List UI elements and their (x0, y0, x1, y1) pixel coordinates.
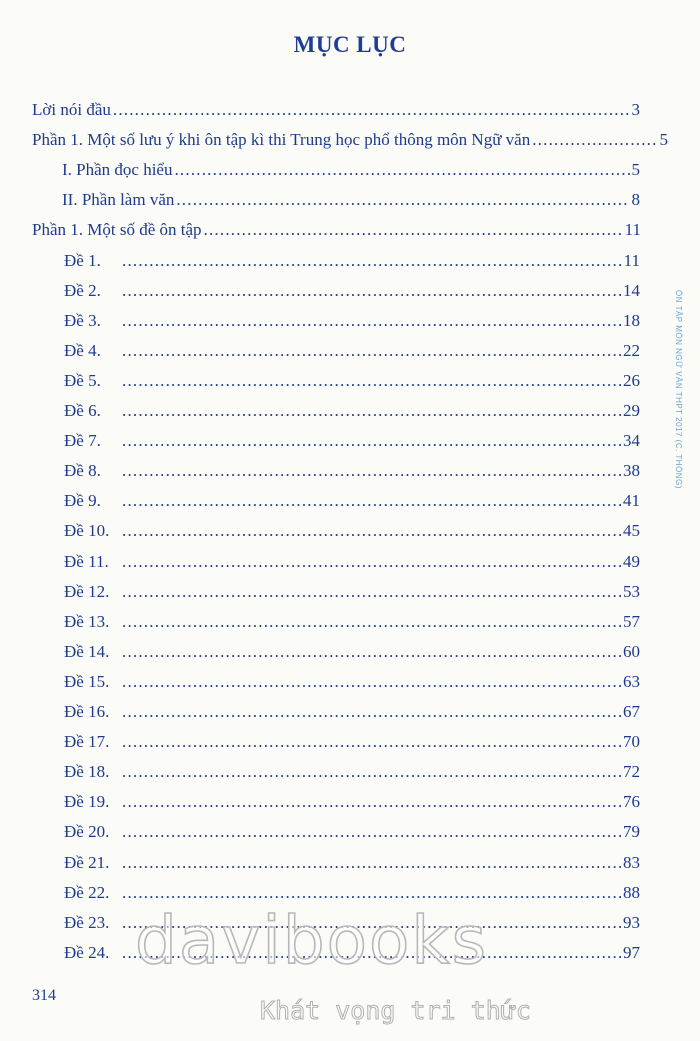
toc-entry-label: Đề 4. (64, 340, 101, 360)
toc-entry-page: 3 (631, 100, 640, 119)
toc-entry-page: 97 (623, 942, 640, 962)
toc-entry (64, 881, 640, 905)
toc-entry-leader-dots (122, 881, 621, 905)
toc-entry-label: Đề 5. (64, 370, 101, 390)
toc-entry-label: Đề 22. (64, 882, 110, 902)
toc-entry-page: 53 (623, 581, 640, 601)
toc-entry-label: Đề 13. (64, 611, 110, 631)
toc-entry (64, 820, 640, 844)
toc-entry (64, 399, 640, 423)
toc-entry (64, 249, 640, 273)
toc-entry-page: 88 (623, 882, 640, 902)
toc-entry-page: 41 (623, 491, 640, 511)
toc-entry (32, 218, 641, 242)
toc-entry-leader-dots (174, 158, 629, 182)
toc-entry-page: 18 (623, 310, 640, 330)
toc-entry-leader-dots (122, 700, 621, 724)
toc-entry-label: Đề 11. (64, 551, 109, 571)
toc-entry-leader-dots (122, 339, 621, 363)
toc-entry-page: 11 (623, 250, 640, 270)
toc-entry (64, 580, 640, 604)
toc-entry-page: 67 (623, 702, 640, 721)
toc-entry-leader-dots (122, 851, 621, 875)
watermark-slogan: Khát vọng tri thức (260, 996, 531, 1025)
toc-entry-leader-dots (122, 429, 621, 453)
toc-entry (64, 459, 640, 483)
toc-entry-page: 45 (623, 521, 640, 541)
toc-entry-leader-dots (122, 790, 621, 814)
toc-entry-leader-dots (122, 369, 621, 393)
toc-entry (64, 309, 640, 333)
toc-entry-label: Đề 20. (64, 822, 110, 842)
page-title: MỤC LỤC (293, 32, 407, 57)
toc-entry-page: 63 (623, 671, 640, 691)
toc-entry-page: 57 (623, 611, 640, 631)
toc-entry-page: 83 (623, 852, 640, 872)
toc-entry-leader-dots (122, 249, 622, 273)
toc-entry-page: 34 (623, 431, 640, 451)
toc-entry-page: 79 (623, 822, 640, 842)
toc-entry-leader-dots (122, 610, 621, 634)
toc-entry (64, 640, 640, 664)
toc-entry-leader-dots (122, 820, 621, 844)
toc-entry-page: 5 (631, 160, 640, 180)
toc-entry-leader-dots (122, 670, 621, 694)
toc-entry-page: 49 (623, 551, 640, 571)
toc-entry-page: 38 (623, 461, 640, 481)
toc-entry (64, 790, 640, 814)
toc-entry (64, 339, 640, 363)
toc-entry-page: 76 (623, 792, 640, 812)
toc-entry-page: 29 (623, 401, 640, 420)
toc-entry-leader-dots (122, 730, 621, 754)
toc-entry-label: Đề 2. (64, 280, 101, 300)
toc-entry-label: Lời nói đầu (32, 100, 111, 119)
toc-entry-label: Đề 10. (64, 521, 110, 541)
toc-entry-leader-dots (122, 279, 621, 303)
toc-entry-label: Đề 8. (64, 461, 101, 481)
toc-entry (64, 550, 640, 574)
toc-entry-label: Đề 9. (64, 491, 101, 511)
toc-entry-leader-dots (122, 640, 621, 664)
toc-entry (64, 851, 640, 875)
toc-entry (64, 489, 640, 513)
toc-entry-label: Đề 7. (64, 431, 101, 451)
toc-entry-leader-dots (122, 399, 621, 423)
toc-entry-label: Đề 18. (64, 762, 110, 782)
toc-entry-leader-dots (176, 188, 629, 212)
toc-entry-page: 11 (624, 220, 641, 240)
toc-entry (64, 279, 640, 303)
toc-entry (64, 429, 640, 453)
toc-entry-page: 22 (623, 340, 640, 360)
toc-entry (32, 128, 668, 152)
toc-entry-label: Đề 23. (64, 912, 110, 932)
toc-entry-leader-dots (204, 218, 623, 242)
toc-entry-leader-dots (122, 760, 621, 784)
toc-entry-label: Đề 16. (64, 702, 110, 721)
toc-entry (64, 519, 640, 543)
toc-entry-label: Đề 1. (64, 250, 101, 270)
toc-entry-page: 26 (623, 370, 640, 390)
toc-entry-label: Đề 19. (64, 792, 110, 812)
toc-entry (64, 610, 640, 634)
toc-entry-leader-dots (122, 519, 621, 543)
toc-entry (64, 700, 640, 724)
watermark-logo: davibooks (135, 902, 488, 979)
toc-entry (64, 369, 640, 393)
toc-entry (64, 670, 640, 694)
toc-entry-page: 60 (623, 641, 640, 661)
toc-entry-leader-dots (122, 580, 621, 604)
toc-entry-leader-dots (532, 128, 657, 152)
toc-entry-label: Đề 17. (64, 732, 110, 752)
toc-entry-label: Đề 12. (64, 581, 110, 601)
toc-entry-leader-dots (113, 98, 630, 122)
toc-entry-label: Đề 3. (64, 310, 101, 330)
toc-entry-page: 5 (659, 130, 668, 150)
toc-entry-label: I. Phần đọc hiểu (62, 160, 173, 180)
toc-entry-label: Đề 6. (64, 401, 101, 420)
toc-entry-leader-dots (122, 550, 621, 574)
toc-entry-label: Phần 1. Một số đề ôn tập (32, 220, 202, 240)
toc-entry-leader-dots (122, 489, 621, 513)
toc-entry-label: II. Phần làm văn (62, 190, 175, 210)
toc-entry (62, 158, 640, 182)
toc-entry (62, 188, 640, 212)
toc-entry-label: Đề 21. (64, 852, 110, 872)
toc-entry (64, 760, 640, 784)
toc-entry-page: 70 (623, 732, 640, 752)
toc-entry (32, 98, 640, 122)
toc-entry-page: 14 (623, 280, 640, 300)
toc-entry-page: 72 (623, 762, 640, 782)
toc-entry-page: 8 (631, 190, 640, 210)
toc-entry-label: Đề 15. (64, 671, 110, 691)
page-number: 314 (32, 987, 56, 1004)
toc-entry-leader-dots (122, 459, 621, 483)
toc-entry-label: Đề 24. (64, 942, 110, 962)
toc-entry-page: 93 (623, 912, 640, 932)
toc-entry-label: Phần 1. Một số lưu ý khi ôn tập kì thi Trung học phổ thông môn Ngữ văn (32, 130, 531, 150)
toc-entry-leader-dots (122, 309, 621, 333)
toc-entry (64, 730, 640, 754)
toc-entry-label: Đề 14. (64, 641, 110, 661)
side-text: ÔN TẬP MÔN NGỮ VĂN THPT 2017 (C. THÔNG) (674, 290, 683, 489)
